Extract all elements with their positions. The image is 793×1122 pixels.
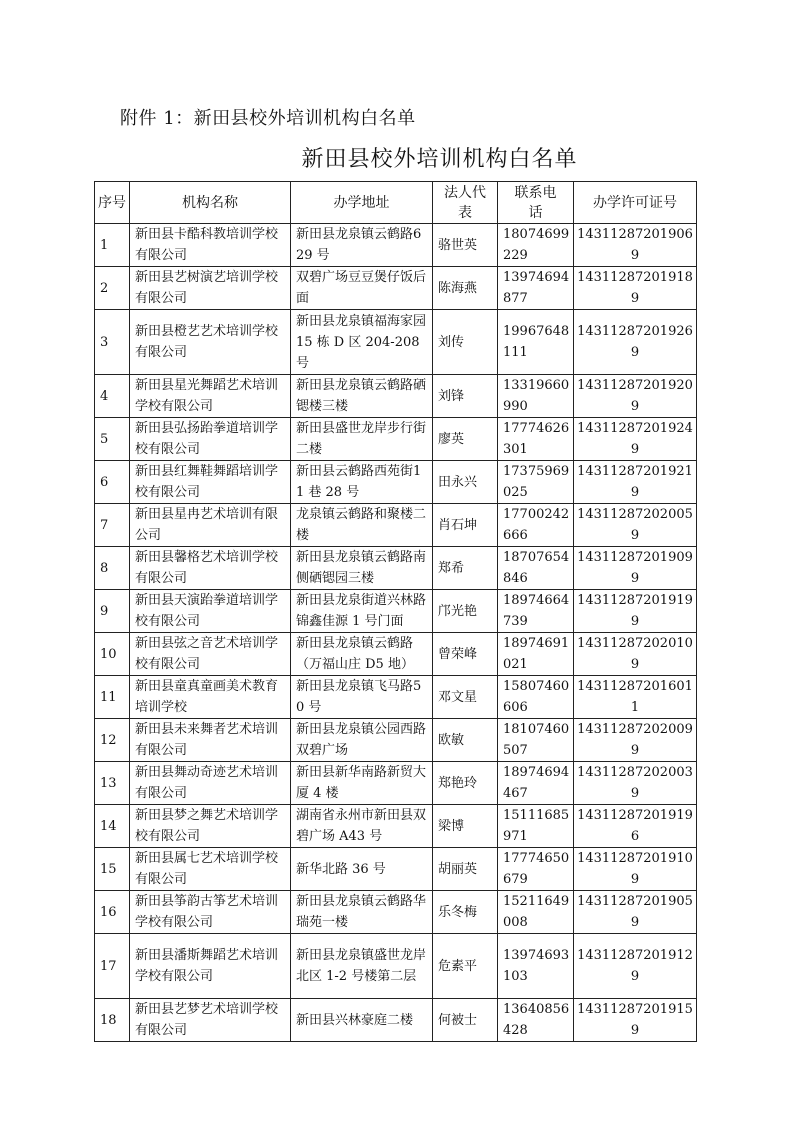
header-license: 办学许可证号 [574,182,697,224]
address: 新田县盛世龙岸步行街二楼 [291,418,433,461]
license-number: 143112872019199 [574,590,697,633]
header-address: 办学地址 [291,182,433,224]
table-row [95,805,697,848]
address: 新田县龙泉镇公园西路双碧广场 [291,719,433,762]
org-name: 新田县天演跆拳道培训学校有限公司 [130,590,291,633]
legal-rep: 邓文星 [433,676,498,719]
phone: 17774650679 [498,848,574,891]
table-row [95,676,697,719]
phone: 17375969025 [498,461,574,504]
license-number: 143112872019196 [574,805,697,848]
address: 新田县龙泉镇盛世龙岸北区 1-2 号楼第二层 [291,934,433,999]
org-name: 新田县星冉艺术培训有限公司 [130,504,291,547]
org-name: 新田县筝韵古筝艺术培训学校有限公司 [130,891,291,934]
header-legal-rep: 法人代表 [433,182,498,224]
license-number: 143112872020059 [574,504,697,547]
legal-rep: 田永兴 [433,461,498,504]
address: 新田县龙泉镇云鹤路华瑞苑一楼 [291,891,433,934]
org-name: 新田县弦之音艺术培训学校有限公司 [130,633,291,676]
license-number: 143112872019069 [574,224,697,267]
license-number: 143112872019109 [574,848,697,891]
whitelist-table [94,181,697,1042]
phone: 18074699229 [498,224,574,267]
phone: 13319660990 [498,375,574,418]
row-index: 10 [95,633,130,676]
table-row [95,461,697,504]
annex-title: 附件 1：新田县校外培训机构白名单 [120,108,416,129]
table-row [95,267,697,310]
license-number: 143112872019059 [574,891,697,934]
license-number: 143112872016011 [574,676,697,719]
table-row [95,891,697,934]
row-index: 4 [95,375,130,418]
org-name: 新田县属七艺术培训学校有限公司 [130,848,291,891]
row-index: 8 [95,547,130,590]
license-number: 143112872019189 [574,267,697,310]
row-index: 9 [95,590,130,633]
legal-rep: 邝光艳 [433,590,498,633]
org-name: 新田县艺梦艺术培训学校有限公司 [130,999,291,1042]
legal-rep: 刘锋 [433,375,498,418]
phone: 13974693103 [498,934,574,999]
phone: 13640856428 [498,999,574,1042]
table-row [95,848,697,891]
license-number: 143112872020109 [574,633,697,676]
row-index: 2 [95,267,130,310]
row-index: 7 [95,504,130,547]
address: 新田县龙泉镇飞马路50 号 [291,676,433,719]
table-header-row [95,182,697,224]
org-name: 新田县橙艺艺术培训学校有限公司 [130,310,291,375]
license-number: 143112872019209 [574,375,697,418]
header-phone: 联系电话 [498,182,574,224]
legal-rep: 肖石坤 [433,504,498,547]
table-row [95,999,697,1042]
header-index: 序号 [95,182,130,224]
phone: 17774626301 [498,418,574,461]
address: 新田县龙泉镇云鹤路南侧硒锶园三楼 [291,547,433,590]
table-row [95,762,697,805]
table-row [95,310,697,375]
address: 双碧广场豆豆煲仔饭后面 [291,267,433,310]
address: 新田县云鹤路西苑街11 巷 28 号 [291,461,433,504]
org-name: 新田县星光舞蹈艺术培训学校有限公司 [130,375,291,418]
table-row [95,934,697,999]
address: 新田县兴林豪庭二楼 [291,999,433,1042]
table-row [95,547,697,590]
row-index: 17 [95,934,130,999]
org-name: 新田县艺树演艺培训学校有限公司 [130,267,291,310]
address: 龙泉镇云鹤路和聚楼二楼 [291,504,433,547]
phone: 18974691021 [498,633,574,676]
address: 湖南省永州市新田县双碧广场 A43 号 [291,805,433,848]
legal-rep: 何被士 [433,999,498,1042]
address: 新田县新华南路新贸大厦 4 楼 [291,762,433,805]
org-name: 新田县舞动奇迹艺术培训有限公司 [130,762,291,805]
row-index: 15 [95,848,130,891]
legal-rep: 骆世英 [433,224,498,267]
org-name: 新田县潘斯舞蹈艺术培训学校有限公司 [130,934,291,999]
license-number: 143112872019159 [574,999,697,1042]
org-name: 新田县梦之舞艺术培训学校有限公司 [130,805,291,848]
header-org-name: 机构名称 [130,182,291,224]
row-index: 14 [95,805,130,848]
phone: 13974694877 [498,267,574,310]
org-name: 新田县红舞鞋舞蹈培训学校有限公司 [130,461,291,504]
legal-rep: 欧敏 [433,719,498,762]
table-row [95,633,697,676]
address: 新华北路 36 号 [291,848,433,891]
org-name: 新田县馨格艺术培训学校有限公司 [130,547,291,590]
phone: 18107460507 [498,719,574,762]
license-number: 143112872019269 [574,310,697,375]
row-index: 3 [95,310,130,375]
row-index: 12 [95,719,130,762]
row-index: 6 [95,461,130,504]
row-index: 13 [95,762,130,805]
phone: 18974664739 [498,590,574,633]
row-index: 11 [95,676,130,719]
license-number: 143112872020039 [574,762,697,805]
legal-rep: 危素平 [433,934,498,999]
legal-rep: 乐冬梅 [433,891,498,934]
address: 新田县龙泉镇云鹤路（万福山庄 D5 地） [291,633,433,676]
legal-rep: 廖英 [433,418,498,461]
license-number: 143112872020099 [574,719,697,762]
phone: 18974694467 [498,762,574,805]
address: 新田县龙泉镇云鹤路硒锶楼三楼 [291,375,433,418]
license-number: 143112872019129 [574,934,697,999]
org-name: 新田县弘扬跆拳道培训学校有限公司 [130,418,291,461]
address: 新田县龙泉镇福海家园 15 栋 D 区 204-208 号 [291,310,433,375]
org-name: 新田县未来舞者艺术培训有限公司 [130,719,291,762]
legal-rep: 曾荣峰 [433,633,498,676]
table-row [95,224,697,267]
license-number: 143112872019099 [574,547,697,590]
address: 新田县龙泉镇云鹤路629 号 [291,224,433,267]
row-index: 5 [95,418,130,461]
org-name: 新田县卡酷科教培训学校有限公司 [130,224,291,267]
phone: 15211649008 [498,891,574,934]
document-title: 新田县校外培训机构白名单 [301,147,578,172]
row-index: 1 [95,224,130,267]
row-index: 18 [95,999,130,1042]
table-row [95,590,697,633]
phone: 19967648111 [498,310,574,375]
table-row [95,719,697,762]
table-row [95,418,697,461]
legal-rep: 郑艳玲 [433,762,498,805]
phone: 17700242666 [498,504,574,547]
row-index: 16 [95,891,130,934]
phone: 18707654846 [498,547,574,590]
legal-rep: 陈海燕 [433,267,498,310]
legal-rep: 胡丽英 [433,848,498,891]
phone: 15111685971 [498,805,574,848]
table-row [95,504,697,547]
org-name: 新田县童真童画美术教育培训学校 [130,676,291,719]
legal-rep: 刘传 [433,310,498,375]
license-number: 143112872019219 [574,461,697,504]
license-number: 143112872019249 [574,418,697,461]
legal-rep: 郑希 [433,547,498,590]
legal-rep: 梁博 [433,805,498,848]
address: 新田县龙泉街道兴林路锦鑫佳源 1 号门面 [291,590,433,633]
phone: 15807460606 [498,676,574,719]
table-row [95,375,697,418]
